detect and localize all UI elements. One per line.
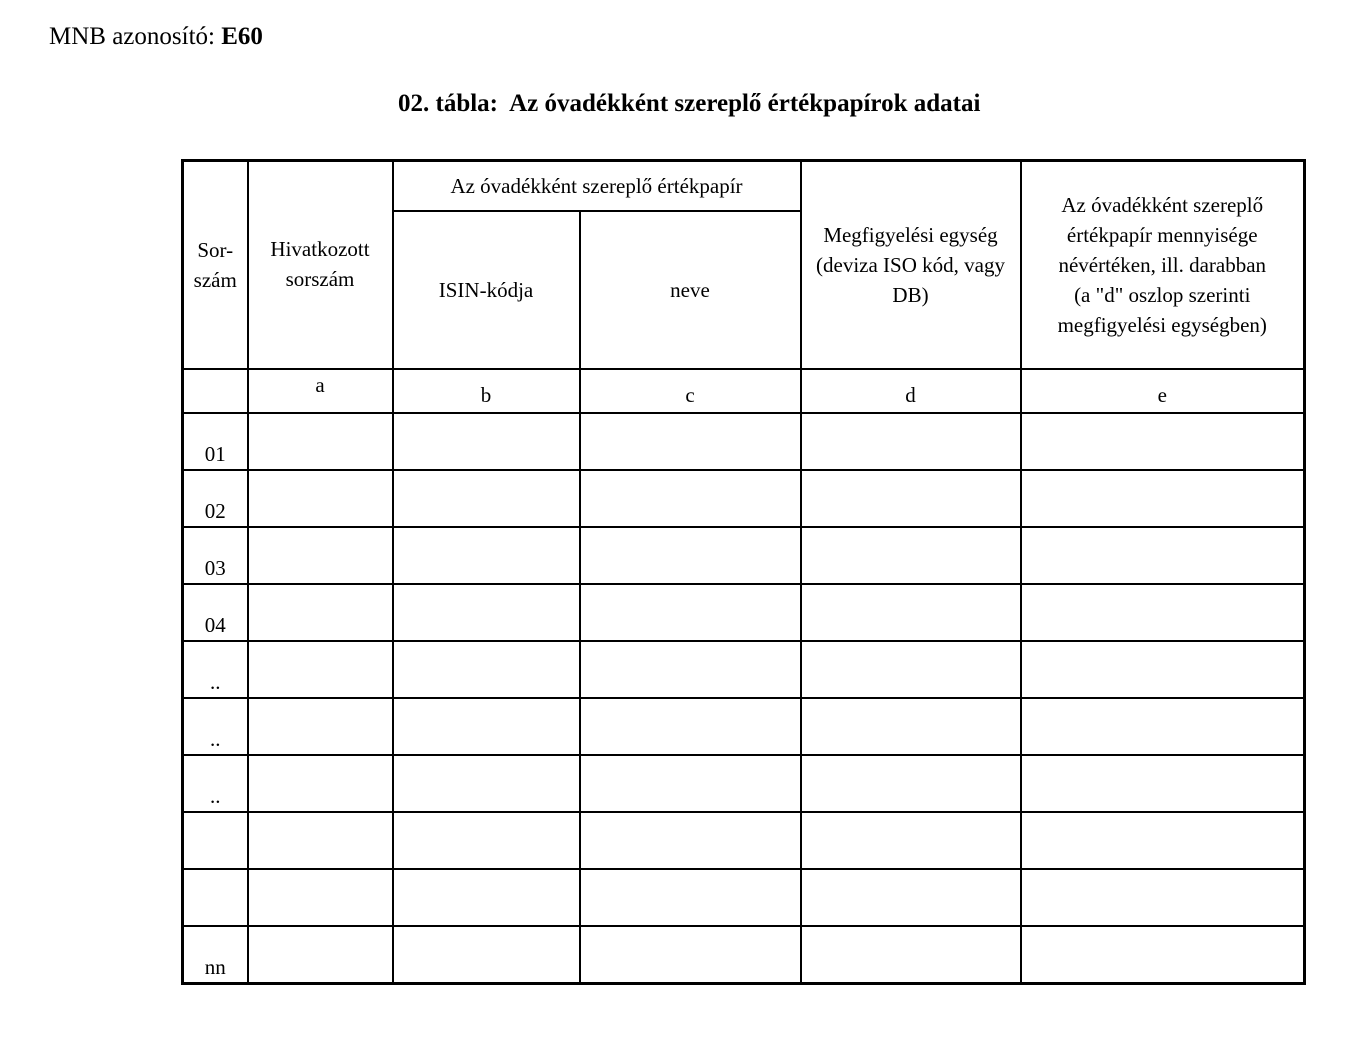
row-number — [183, 812, 248, 869]
cell-hivatkozott — [248, 869, 393, 926]
col-header-megfigyelesi-line1: Megfigyelési egység — [823, 222, 998, 247]
table-row — [183, 641, 1305, 698]
cell-neve — [580, 755, 801, 812]
letter-cell-d: d — [801, 369, 1021, 413]
cell-isin — [393, 641, 580, 698]
cell-neve — [580, 527, 801, 584]
cell-neve — [580, 641, 801, 698]
table-row — [183, 812, 1305, 869]
cell-isin — [393, 698, 580, 755]
mnb-id-label: MNB azonosító: — [49, 23, 215, 50]
cell-isin — [393, 755, 580, 812]
cell-isin — [393, 926, 580, 984]
cell-hivatkozott — [248, 755, 393, 812]
col-header-sorszam — [183, 161, 248, 369]
row-number: 02 — [183, 470, 248, 527]
cell-mennyiseg — [1021, 812, 1305, 869]
table-row — [183, 926, 1305, 984]
cell-hivatkozott — [248, 470, 393, 527]
col-header-megfigyelesi-line2: (deviza ISO kód, vagy — [816, 252, 1005, 277]
row-number: 03 — [183, 527, 248, 584]
cell-hivatkozott — [248, 413, 393, 470]
cell-megfigyelesi — [801, 527, 1021, 584]
col-header-megfigyelesi — [801, 161, 1021, 369]
cell-hivatkozott — [248, 812, 393, 869]
table-row — [183, 413, 1305, 470]
cell-neve — [580, 926, 801, 984]
cell-neve — [580, 812, 801, 869]
col-header-hivatkozott-line2: sorszám — [285, 267, 355, 291]
col-header-hivatkozott — [248, 161, 393, 369]
cell-megfigyelesi — [801, 470, 1021, 527]
col-header-mennyiseg-line3: névértéken, ill. darabban — [1058, 252, 1267, 277]
cell-neve — [580, 470, 801, 527]
col-header-megfigyelesi-line3: DB) — [892, 282, 929, 307]
group-header-ertekpapir: Az óvadékként szereplő értékpapír — [393, 161, 801, 211]
table-row — [183, 470, 1305, 527]
cell-megfigyelesi — [801, 869, 1021, 926]
table-row — [183, 698, 1305, 755]
col-header-neve: neve — [580, 211, 801, 369]
table-row — [183, 755, 1305, 812]
cell-hivatkozott — [248, 698, 393, 755]
cell-neve — [580, 698, 801, 755]
cell-megfigyelesi — [801, 584, 1021, 641]
row-number: .. — [183, 641, 248, 698]
cell-mennyiseg — [1021, 413, 1305, 470]
cell-megfigyelesi — [801, 926, 1021, 984]
cell-megfigyelesi — [801, 812, 1021, 869]
page-title: 02. tábla: Az óvadékként szereplő értékpapírok adatai — [398, 90, 981, 117]
col-header-mennyiseg-line1: Az óvadékként szereplő — [1061, 192, 1264, 217]
securities-table — [181, 159, 1306, 985]
row-number: .. — [183, 755, 248, 812]
col-header-hivatkozott-line1: Hivatkozott — [270, 237, 370, 261]
row-number: nn — [183, 926, 248, 984]
cell-isin — [393, 869, 580, 926]
table-row — [183, 869, 1305, 926]
cell-mennyiseg — [1021, 641, 1305, 698]
table-body — [183, 413, 1305, 984]
row-number — [183, 869, 248, 926]
cell-mennyiseg — [1021, 584, 1305, 641]
cell-mennyiseg — [1021, 698, 1305, 755]
letter-cell-c: c — [580, 369, 801, 413]
col-header-mennyiseg-line4: (a "d" oszlop szerinti — [1074, 282, 1251, 307]
col-header-mennyiseg — [1021, 161, 1305, 369]
cell-hivatkozott — [248, 584, 393, 641]
cell-mennyiseg — [1021, 869, 1305, 926]
mnb-id-value: E60 — [221, 23, 263, 50]
cell-megfigyelesi — [801, 641, 1021, 698]
row-number: 04 — [183, 584, 248, 641]
cell-isin — [393, 584, 580, 641]
letter-cell-b: b — [393, 369, 580, 413]
cell-hivatkozott — [248, 926, 393, 984]
row-number: 01 — [183, 413, 248, 470]
cell-isin — [393, 470, 580, 527]
col-header-sorszam-line1: Sor- — [197, 237, 234, 262]
cell-mennyiseg — [1021, 926, 1305, 984]
table-row — [183, 527, 1305, 584]
letter-cell-sorszam — [183, 369, 248, 413]
cell-mennyiseg — [1021, 527, 1305, 584]
cell-isin — [393, 413, 580, 470]
cell-neve — [580, 413, 801, 470]
col-header-mennyiseg-line2: értékpapír mennyisége — [1066, 222, 1258, 247]
cell-hivatkozott — [248, 641, 393, 698]
row-number: .. — [183, 698, 248, 755]
col-header-sorszam-line2: szám — [193, 267, 237, 292]
col-header-isin: ISIN-kódja — [393, 211, 580, 369]
cell-mennyiseg — [1021, 470, 1305, 527]
cell-isin — [393, 812, 580, 869]
letter-cell-e: e — [1021, 369, 1305, 413]
table-row — [183, 584, 1305, 641]
cell-hivatkozott — [248, 527, 393, 584]
cell-neve — [580, 869, 801, 926]
col-header-mennyiseg-line5: megfigyelési egységben) — [1057, 312, 1267, 337]
cell-megfigyelesi — [801, 413, 1021, 470]
cell-megfigyelesi — [801, 755, 1021, 812]
cell-isin — [393, 527, 580, 584]
cell-neve — [580, 584, 801, 641]
letter-cell-a: a — [248, 369, 393, 413]
cell-mennyiseg — [1021, 755, 1305, 812]
cell-megfigyelesi — [801, 698, 1021, 755]
mnb-identifier — [49, 22, 263, 52]
